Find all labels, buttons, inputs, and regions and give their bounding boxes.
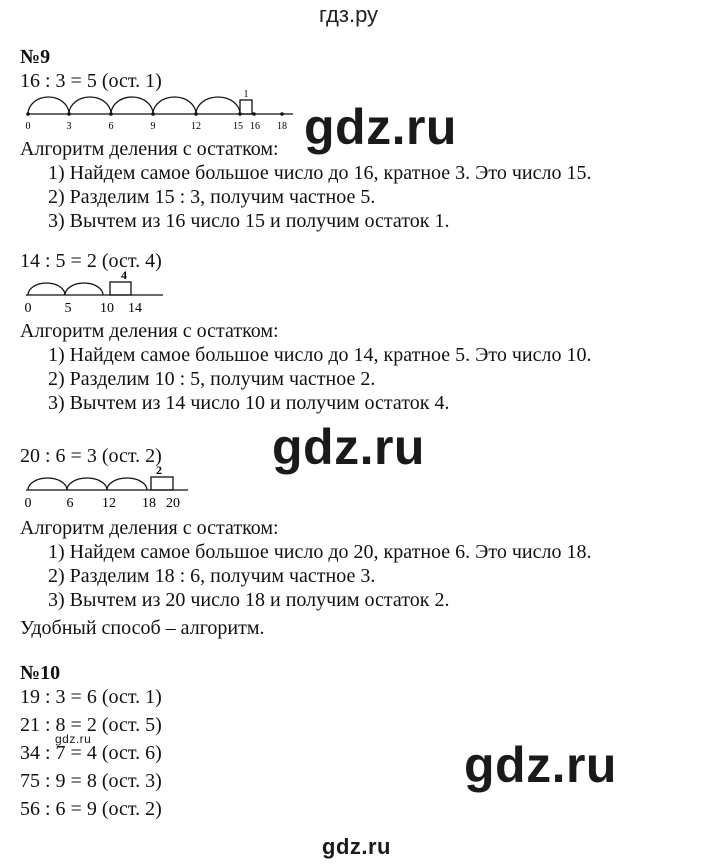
watermark: gdz.ru	[272, 419, 425, 475]
number-line-1-tick-label: 6	[108, 121, 114, 132]
number-line-3-arc	[107, 478, 147, 490]
task-9-title: №9	[20, 46, 51, 68]
task-10-title: №10	[20, 662, 61, 684]
number-line-1-arc	[196, 97, 240, 114]
number-line-1-arc	[111, 97, 153, 114]
number-line-2-tick-label: 0	[24, 301, 32, 316]
number-line-2-arc	[65, 283, 103, 295]
watermark: gdz.ru	[464, 737, 617, 793]
number-line-1-tick-label: 16	[250, 121, 260, 132]
algorithm-title: Алгоритм деления с остатком:	[20, 138, 279, 160]
number-line-2	[18, 268, 168, 316]
task-10-line: 19 : 3 = 6 (ост. 1)	[20, 686, 162, 708]
algorithm-step: 1) Найдем самое большое число до 16, кратное 3. Это число 15.	[48, 162, 592, 184]
number-line-1-arc	[153, 97, 196, 114]
number-line-1-tick-label: 9	[150, 121, 156, 132]
number-line-3-remainder-box	[151, 477, 173, 490]
algorithm-step: 2) Разделим 15 : 3, получим частное 5.	[48, 186, 376, 208]
task-10-line: 56 : 6 = 9 (ост. 2)	[20, 798, 162, 820]
task-9-part-1-expression: 16 : 3 = 5 (ост. 1)	[20, 70, 162, 92]
number-line-2-arc	[28, 283, 65, 295]
task-9-part-3-expression: 20 : 6 = 3 (ост. 2)	[20, 445, 162, 467]
number-line-1-remainder-box	[240, 100, 252, 114]
number-line-2-remainder-label: 4	[121, 268, 127, 282]
algorithm-step: 3) Вычтем из 20 число 18 и получим остаток 2.	[48, 589, 450, 611]
watermark: gdz.ru	[304, 99, 457, 155]
task-9-part-2-expression: 14 : 5 = 2 (ост. 4)	[20, 250, 162, 272]
number-line-3-tick-label: 18	[142, 496, 156, 511]
number-line-1-remainder-label: 1	[243, 89, 249, 100]
number-line-3-tick-label: 6	[66, 496, 74, 511]
number-line-3-tick-label: 0	[24, 496, 32, 511]
number-line-1-tick-label: 12	[191, 121, 201, 132]
algorithm-step: 1) Найдем самое большое число до 20, кратное 6. Это число 18.	[48, 541, 592, 563]
number-line-3-remainder-label: 2	[156, 463, 162, 477]
number-line-1	[18, 88, 308, 134]
number-line-1-arc	[28, 97, 69, 114]
algorithm-step: 3) Вычтем из 16 число 15 и получим остаток 1.	[48, 210, 450, 232]
number-line-3-tick-label: 12	[102, 496, 116, 511]
number-line-3-arc	[67, 478, 107, 490]
number-line-2-remainder-box	[110, 282, 131, 295]
number-line-2-tick-label: 5	[64, 301, 72, 316]
number-line-1-arc	[69, 97, 111, 114]
task-10-line: 75 : 9 = 8 (ост. 3)	[20, 770, 162, 792]
algorithm-title: Алгоритм деления с остатком:	[20, 320, 279, 342]
number-line-2-tick-label: 14	[128, 301, 142, 316]
number-line-1-tick-label: 3	[66, 121, 72, 132]
algorithm-step: 2) Разделим 18 : 6, получим частное 3.	[48, 565, 376, 587]
site-header: гдз.ру	[319, 2, 379, 27]
algorithm-step: 3) Вычтем из 14 число 10 и получим остаток 4.	[48, 392, 450, 414]
number-line-3-tick-label: 20	[166, 496, 180, 511]
task-10-line: 34 : 7 = 4 (ост. 6)	[20, 742, 162, 764]
number-line-3	[18, 463, 198, 511]
algorithm-title: Алгоритм деления с остатком:	[20, 517, 279, 539]
algorithm-step: 2) Разделим 10 : 5, получим частное 2.	[48, 368, 376, 390]
number-line-3-arc	[28, 478, 67, 490]
number-line-1-tick-label: 18	[277, 121, 287, 132]
algorithm-step: 1) Найдем самое большое число до 14, кратное 5. Это число 10.	[48, 344, 592, 366]
task-10-line: 21 : 8 = 2 (ост. 5)	[20, 714, 162, 736]
number-line-2-tick-label: 10	[100, 301, 114, 316]
number-line-1-tick-label: 0	[25, 121, 31, 132]
watermark: gdz.ru	[55, 732, 92, 746]
task-9-conclusion: Удобный способ – алгоритм.	[20, 617, 265, 639]
number-line-1-tick-label: 15	[233, 121, 243, 132]
footer-watermark: gdz.ru	[322, 834, 391, 859]
